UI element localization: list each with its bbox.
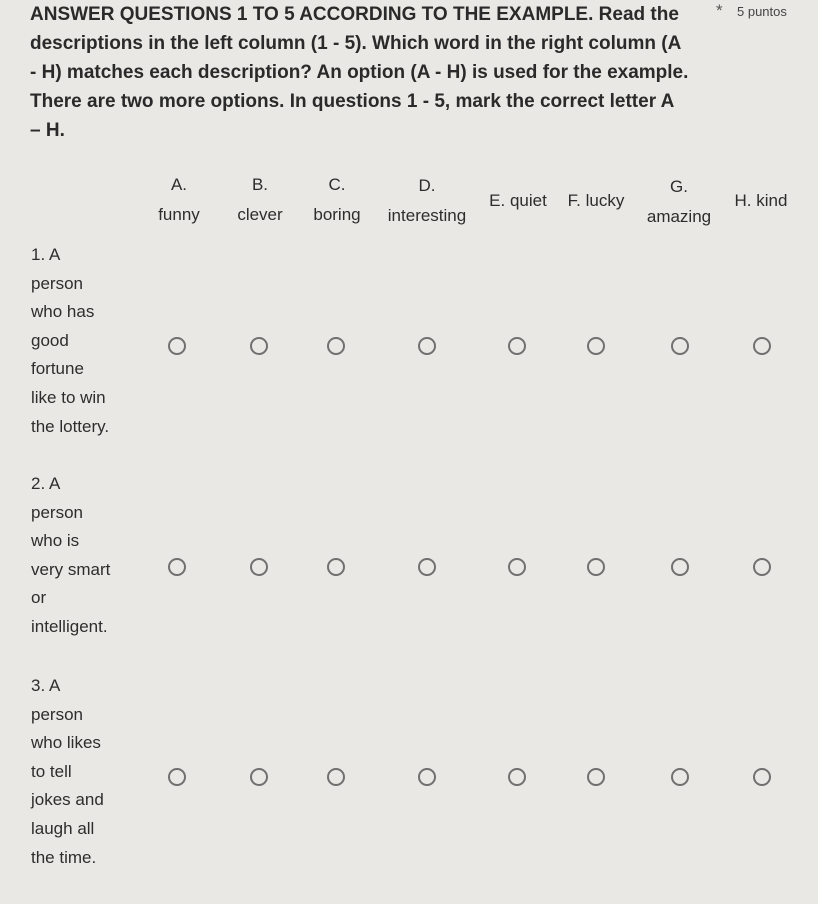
radio-row1-h[interactable] (753, 337, 771, 355)
radio-row1-f[interactable] (587, 337, 605, 355)
column-header-a: A. funny (158, 175, 200, 224)
row-label-2: 2. A person who is very smart or intelligent. (31, 474, 111, 636)
radio-row2-b[interactable] (250, 558, 268, 576)
radio-row2-c[interactable] (327, 558, 345, 576)
radio-row3-f[interactable] (587, 768, 605, 786)
row-label-1: 1. A person who has good fortune like to win the lottery. (31, 245, 110, 436)
question-title-line: - H) matches each description? An option (A - H) is used for the example. (30, 62, 689, 83)
question-title-line: There are two more options. In questions 1 - 5, mark the correct letter A (30, 91, 675, 112)
question-title-line: descriptions in the left column (1 - 5). Which word in the right column (A (30, 33, 682, 54)
radio-row3-d[interactable] (418, 768, 436, 786)
column-header-d: D. interesting (387, 176, 467, 225)
radio-row2-a[interactable] (168, 558, 186, 576)
radio-row1-d[interactable] (418, 337, 436, 355)
radio-row1-b[interactable] (250, 337, 268, 355)
column-header-e: E. quiet (489, 191, 547, 210)
column-header-h: H. kind (734, 191, 788, 210)
row-label-3: 3. A person who likes to tell jokes and laugh all the time. (31, 676, 104, 867)
column-header-c: C. boring (313, 175, 361, 224)
radio-row2-f[interactable] (587, 558, 605, 576)
question-title-line: – H. (30, 120, 65, 141)
column-header-b: B. clever (237, 175, 283, 224)
radio-row2-e[interactable] (508, 558, 526, 576)
column-header-f: F. lucky (567, 191, 625, 210)
radio-row3-h[interactable] (753, 768, 771, 786)
radio-row2-g[interactable] (671, 558, 689, 576)
points-label: 5 puntos (737, 4, 787, 19)
radio-row3-g[interactable] (671, 768, 689, 786)
radio-row3-c[interactable] (327, 768, 345, 786)
column-header-g: G. amazing (646, 177, 712, 226)
question-title (30, 0, 720, 145)
radio-row1-a[interactable] (168, 337, 186, 355)
radio-row1-c[interactable] (327, 337, 345, 355)
radio-row2-h[interactable] (753, 558, 771, 576)
radio-row1-g[interactable] (671, 337, 689, 355)
question-title-line: ANSWER QUESTIONS 1 TO 5 ACCORDING TO THE EXAMPLE. Read the (30, 4, 679, 25)
radio-row1-e[interactable] (508, 337, 526, 355)
radio-row3-b[interactable] (250, 768, 268, 786)
radio-row2-d[interactable] (418, 558, 436, 576)
radio-row3-e[interactable] (508, 768, 526, 786)
required-asterisk: * (716, 1, 723, 20)
radio-row3-a[interactable] (168, 768, 186, 786)
